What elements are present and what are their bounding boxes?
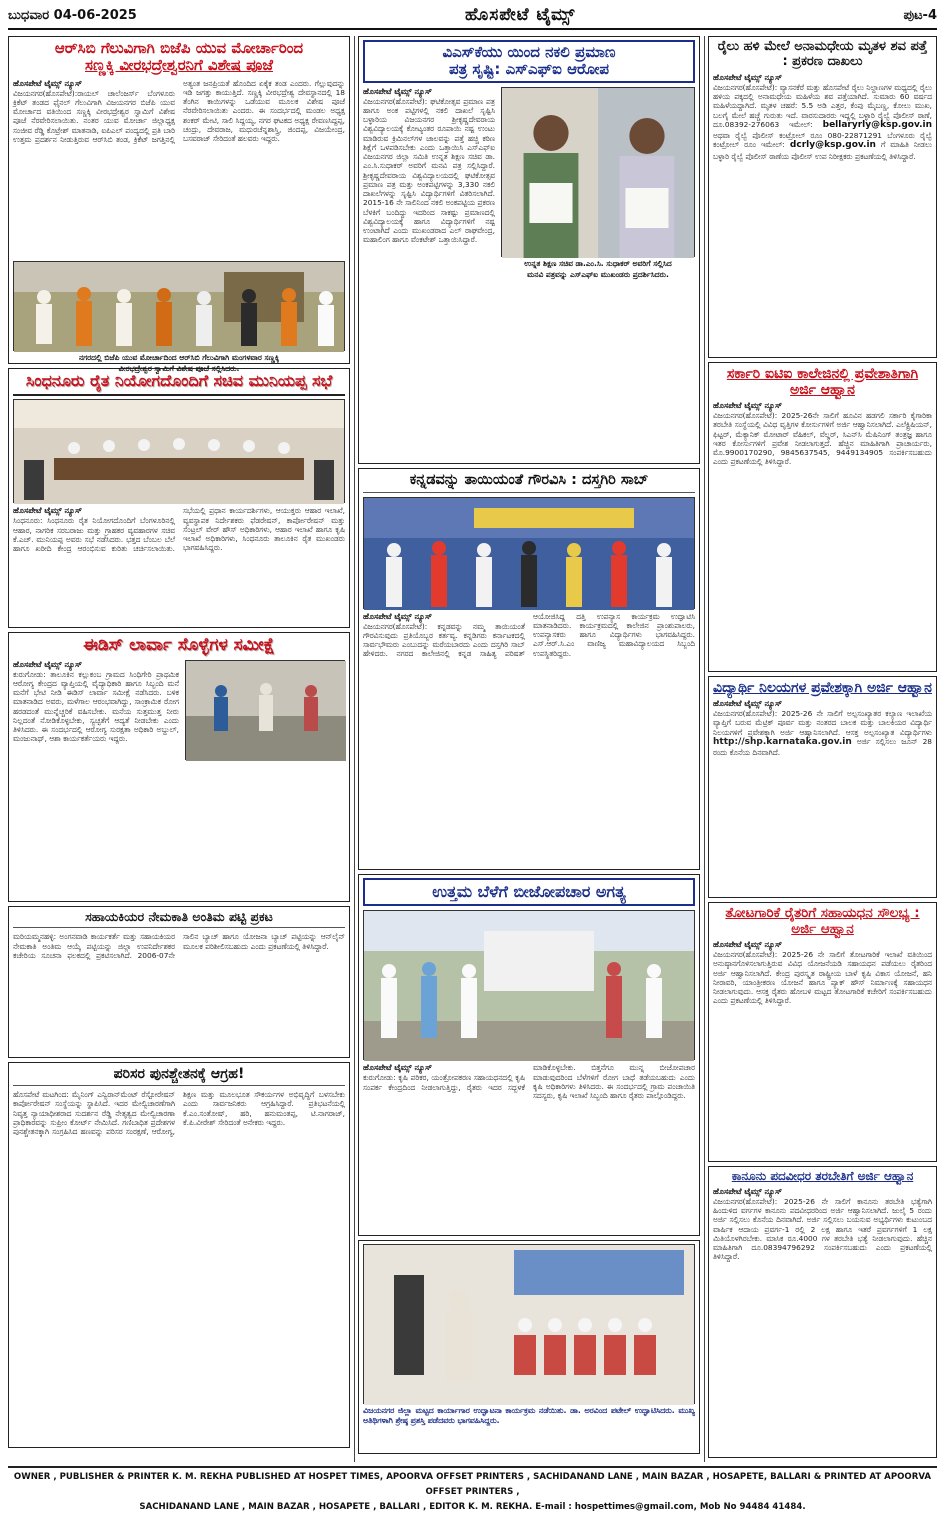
byline: ಹೊಸಪೇಟೆ ಟೈಮ್ಸ್ ನ್ಯೂಸ್ [13,506,82,516]
article-body: ವಿಜಯನಗರ(ಹೊಸಪೇಟೆ): ವ್ಯಾಸನಕೆರೆ ಮತ್ತು ಹೊಸಪೇಟೆ ರೈಲು ನಿಲ್ದಾಣಗಳ ಮಧ್ಯದಲ್ಲಿ ರೈಲು ಹಳಿಯ ಪಕ್ಕದಲ್ಲಿ ಅನಾಮಧೇಯ ಮಹಿಳೆಯ ಶವ ಪತ್ತೆಯಾಗಿದೆ. ಸುಮಾರು 60 ವರ್ಷದ ಮಹಿಳೆಯದ್ದಾಗಿದೆ. ಮೃತಳ ಚಹರೆ: 5.5 ಅಡಿ ಎತ್ತರ, ಕೆಂಪು ಮೈಬಣ್ಣ, ಕೋಲು ಮುಖ, ಬಲಗೈ ಮೇಲೆ ಹಚ್ಚೆ ಗುರುತು ಇದೆ. ವಾರಸುದಾರರು ಇದ್ದಲ್ಲಿ ಬಳ್ಳಾರಿ ರೈಲ್ವೆ ಪೊಲೀಸ್ ಠಾಣೆ, ದೂ.08392-276063 ಇಮೇಲ್: bellaryrly@ksp.gov.in ಅಥವಾ ರೈಲ್ವೆ ಪೊಲೀಸ್ ಕಂಟ್ರೋಲ್ ರೂಂ 080-22871291 ಬೆಂಗಳೂರು ರೈಲ್ವೆ ಕಂಟ್ರೋಲ್ ರೂಂ ಇಮೇಲ್: dcrly@ksp.gov.in ಗೆ ಮಾಹಿತಿ ನೀಡಲು ಬಳ್ಳಾರಿ ರೈಲ್ವೆ ಪೊಲೀಸ್ ಠಾಣೆಯ ಪೊಲೀಸ್ ಉಪ ನಿರೀಕ್ಷಕರು ಪ್ರಕಟಣೆಯಲ್ಲಿ ತಿಳಿಸಿದ್ದಾರೆ. [713,82,932,161]
byline: ಹೊಸಪೇಟೆ ಟೈಮ್ಸ್ ನ್ಯೂಸ್ [13,78,82,88]
article-seed-treatment [358,874,700,1236]
column-right [708,36,937,1462]
column-middle [358,36,700,1462]
headline: ತೋಟಗಾರಿಕೆ ರೈತರಿಗೆ ಸಹಾಯಧನ ಸೌಲಭ್ಯ : ಅರ್ಜಿ ಆಹ್ವಾನ [725,905,920,937]
photo-caption: ಉನ್ನತ ಶಿಕ್ಷಣ ಸಚಿವ ಡಾ.ಎಂ.ಸಿ. ಸುಧಾಕರ್ ಅವರಿಗೆ ಸಲ್ಲಿಸಿದ [524,258,672,268]
byline: ಹೊಸಪೇಟೆ ಟೈಮ್ಸ್ ನ್ಯೂಸ್ [713,72,782,82]
article-body: ಕುರುಗೋಡು: ಕೃಷಿ ಪರಿಕರ, ಯಂತ್ರೋಪಕರಣ ಸಹಾಯಧನದಲ್ಲಿ ಕೃಷಿ ಸಂಪರ್ಕ ಕೇಂದ್ರದಿಂದ ನೀಡಲಾಗುತ್ತಿದ್ದು, ರೈತರು ಇದರ ಸದ್ಬಳಕೆ ಮಾಡಿಕೊಳ್ಳಬೇಕು. ಬಿತ್ತನೆಗೂ ಮುನ್ನ ಬೀಜೋಪಚಾರ ಮಾಡುವುದರಿಂದ ಬೆಳೆಗಳಿಗೆ ರೋಗ ಬಾಧೆ ತಡೆಯಬಹುದು ಎಂದು ಕೃಷಿ ಅಧಿಕಾರಿಗಳು ತಿಳಿಸಿದರು. ಈ ಸಂದರ್ಭದಲ್ಲಿ ಗ್ರಾಮ ಪಂಚಾಯಿತಿ ಸದಸ್ಯರು, ಕೃಷಿ ಇಲಾಖೆ ಸಿಬ್ಬಂದಿ ಹಾಗೂ ರೈತರು ಪಾಲ್ಗೊಂಡಿದ್ದರು. [363,1063,695,1101]
article-body: ವಿಜಯನಗರ(ಹೊಸಪೇಟೆ): 2025-26 ನೇ ಸಾಲಿಗೆ ಕಾನೂನು ತರಬೇತಿ ಭತ್ಯೆಗಾಗಿ ಹಿಂದುಳಿದ ವರ್ಗಗಳ ಕಾನೂನು ಪದವೀಧರರಿಂದ ಅರ್ಜಿ ಆಹ್ವಾನಿಸಲಾಗಿದೆ. ಜುಲೈ 5 ರಂದು ಅರ್ಜಿ ಸಲ್ಲಿಸಲು ಕೊನೆಯ ದಿನವಾಗಿದೆ. ಅರ್ಜಿ ಸಲ್ಲಿಸಲು ಬಯಸುವ ಅಭ್ಯರ್ಥಿಗಳು ಕುಟುಂಬದ ವಾರ್ಷಿಕ ಆದಾಯ ಪ್ರವರ್ಗ-1 ರಲ್ಲಿ 2 ಲಕ್ಷ ಹಾಗೂ ಇತರೆ ಪ್ರವರ್ಗಗಳಿಗೆ 1 ಲಕ್ಷ ಮಿತಿಯೊಳಗಿರಬೇಕು. ಮಾಸಿಕ ರೂ.4000 ಗಳ ತರಬೇತಿ ಭತ್ಯೆ ನೀಡಲಾಗುವುದು. ಹೆಚ್ಚಿನ ಮಾಹಿತಿಗಾಗಿ ದೂ.08394796292 ಸಂಪರ್ಕಿಸಬಹುದು ಎಂದು ಪ್ರಕಟಣೆಯಲ್ಲಿ ತಿಳಿಸಿದ್ದಾರೆ. [713,1196,932,1262]
headline-frame [363,878,695,906]
news-photo [185,660,345,760]
news-photo [363,910,695,1060]
article-larva-survey [8,632,350,902]
article-body: ವಿಜಯನಗರ(ಹೊಸಪೇಟೆ): ಕನ್ನಡವನ್ನು ನಮ್ಮ ತಾಯಿಯಂತೆ ಗೌರವಿಸುವುದು ಪ್ರತಿಯೊಬ್ಬರ ಕರ್ತವ್ಯ. ಕನ್ನಡಿಗರು ಕರ್ನಾಟಕದಲ್ಲಿ ಸಾರ್ವಭೌಮರು ಎಂಬುದನ್ನು ಮರೆಯಬಾರದು ಎಂದು ದಸ್ತಗಿರಿ ಸಾಬ್ ಹೇಳಿದರು. ನಗರದ ಕಾಲೇಜಿನಲ್ಲಿ ಕನ್ನಡ ಸಾಹಿತ್ಯ ಪರಿಷತ್ ಆಯೋಜಿಸಿದ್ದ ದತ್ತಿ ಉಪನ್ಯಾಸ ಕಾರ್ಯಕ್ರಮ ಉದ್ಘಾಟಿಸಿ ಮಾತನಾಡಿದರು. ಕಾರ್ಯಕ್ರಮದಲ್ಲಿ ಕಾಲೇಜಿನ ಪ್ರಾಂಶುಪಾಲರು, ಉಪನ್ಯಾಸಕರು ಹಾಗೂ ವಿದ್ಯಾರ್ಥಿಗಳು ಭಾಗವಹಿಸಿದ್ದರು. ಎಸ್.ಆರ್.ಸಿ.ಎಂ ವಾಣಿಜ್ಯ ಮಹಾವಿದ್ಯಾಲಯದ ಸಿಬ್ಬಂದಿ ಉಪಸ್ಥಿತರಿದ್ದರು. [363,611,695,659]
article-rcb-pooja [8,36,350,373]
headline: ರೈಲು ಹಳಿ ಮೇಲೆ ಅನಾಮಧೇಯ ಮೃತಳ ಶವ ಪತ್ತೆ : ಪ್ರಕರಣ ದಾಖಲು [717,39,928,69]
article-body: ವಿಜಯನಗರ(ಹೊಸಪೇಟೆ): ಘಟಿಕೋತ್ಸವ ಪ್ರಮಾಣ ಪತ್ರ ಹಾಗೂ ಅಂಕ ಪಟ್ಟಿಗಳಲ್ಲಿ ನಕಲಿ ದಾಖಲೆ ಸೃಷ್ಟಿಸಿ ಬಳ್ಳಾರಿಯ ವಿಜಯನಗರ ಶ್ರೀಕೃಷ್ಣದೇವರಾಯ ವಿಶ್ವವಿದ್ಯಾಲಯಕ್ಕೆ ಕೋಟ್ಯಂತರ ರೂಪಾಯಿ ನಷ್ಟ ಉಂಟು ಮಾಡಿರುವ ಕ್ರಿಮಿನಲ್‌ಗಳ ಜಾಲವನ್ನು ಪತ್ತೆ ಹಚ್ಚಿ ಕಠಿಣ ಶಿಕ್ಷೆಗೆ ಒಳಪಡಿಸಬೇಕು ಎಂದು ಒತ್ತಾಯಿಸಿ ಎಸ್‌ಎಫ್‌ಐ ವಿಜಯನಗರ ಜಿಲ್ಲಾ ಸಮಿತಿ ಉನ್ನತ ಶಿಕ್ಷಣ ಸಚಿವ ಡಾ. ಎಂ.ಸಿ.ಸುಧಾಕರ್ ಅವರಿಗೆ ಮನವಿ ಪತ್ರ ಸಲ್ಲಿಸಿದ್ದಾರೆ. ಶ್ರೀಕೃಷ್ಣದೇವರಾಯ ವಿಶ್ವವಿದ್ಯಾಲಯದಲ್ಲಿ ಘಟಿಕೋತ್ಸವ ಪ್ರಮಾಣ ಪತ್ರ ಮತ್ತು ಅಂಕಪಟ್ಟಿಗಳನ್ನು 3,330 ನಕಲಿ ದಾಖಲೆಗಳನ್ನು ಸೃಷ್ಟಿಸಿ ವಿದ್ಯಾರ್ಥಿಗಳಿಗೆ ವಿತರಿಸಲಾಗಿದೆ. 2015-16 ನೇ ಸಾಲಿನಿಂದ ನಕಲಿ ಅಂಕಪಟ್ಟಿಯ ಪ್ರಕರಣ ಬೆಳಕಿಗೆ ಬಂದಿದ್ದು ಇದರಿಂದ ಸಾಕಷ್ಟು ಪ್ರಮಾಣದಲ್ಲಿ ವಿಶ್ವವಿದ್ಯಾಲಯಕ್ಕೆ ಹಾಗೂ ವಿದ್ಯಾರ್ಥಿಗಳಿಗೆ ನಷ್ಟ ಉಂಟಾಗಿದೆ ಎಂದು ಮುಖಂಡರಾದ ಎಲ್ ರಾಘವೇಂದ್ರ, ಮಹಾಲಿಂಗ ಹಾಗೂ ವೆಂಕಟೇಶ್ ಒತ್ತಾಯಿಸಿದ್ದಾರೆ. [363,96,495,245]
byline: ಹೊಸಪೇಟೆ ಟೈಮ್ಸ್ ನ್ಯೂಸ್ [363,86,432,96]
article-body: ಹೊಸಪೇಟೆ ಮಟಗಿಂದ: ಮೈನಿಂಗ್ ಎನ್ವಿರಾನ್‌ಮೆಂಟ್ ರೆಸ್ಟೋರೇಷನ್ ಕಾರ್ಪೋರೇಷನ್ ಸಂಸ್ಥೆಯನ್ನು ಸ್ಥಾಪಿಸಿದೆ. ಇದರ ಮೇಲ್ವಿಚಾರಣೆಗಾಗಿ ನಿವೃತ್ತ ನ್ಯಾಯಾಧೀಶರಾದ ಸುದರ್ಶನ ರೆಡ್ಡಿ ನೇತೃತ್ವದ ಮೇಲ್ವಿಚಾರಣಾ ಪ್ರಾಧಿಕಾರವನ್ನು ಸುಪ್ರೀಂ ಕೋರ್ಟ್ ನೇಮಿಸಿದೆ. ಗಣಿಬಾಧಿತ ಪ್ರದೇಶಗಳ ಪುನಶ್ಚೇತನಕ್ಕಾಗಿ ಸಂಗ್ರಹಿಸಿದ ಹಣವನ್ನು ಪರಿಸರ ಸಂರಕ್ಷಣೆ, ಆರೋಗ್ಯ, ಶಿಕ್ಷಣ ಮತ್ತು ಮೂಲಭೂತ ಸೌಕರ್ಯಗಳ ಅಭಿವೃದ್ಧಿಗೆ ಬಳಸಬೇಕು ಎಂದು ಸಾರ್ವಜನಿಕರು ಆಗ್ರಹಿಸಿದ್ದಾರೆ. ಪ್ರತಿಭಟನೆಯಲ್ಲಿ ಕೆ.ಎಂ.ಸಂತೋಷ್, ಹರಿ, ಹನುಮಂತಪ್ಪ, ಟಿ.ನಾಗರಾಜ್, ಕೆ.ಪಿ.ವೀರೇಶ್ ಸೇರಿದಂತೆ ಅನೇಕರು ಇದ್ದರು. [13,1090,345,1137]
headline: ಸಣ್ಣಕ್ಕಿ ವೀರಭದ್ರೇಶ್ವರನಿಗೆ ವಿಶೇಷ ಪೂಜೆ [84,56,274,75]
article-railway-body-found [708,36,937,358]
column-divider [704,36,705,1462]
photo-caption: ನಗರದಲ್ಲಿ ಬಿಜೆಪಿ ಯುವ ಮೋರ್ಚಾದಿಂದ ಆರ್‌ಸಿಬಿ ಗೆಲುವಿಗಾಗಿ ಮಂಗಳವಾರ ಸಣ್ಣಕ್ಕಿ [78,352,280,362]
byline: ಹೊಸಪೇಟೆ ಟೈಮ್ಸ್ ನ್ಯೂಸ್ [13,659,82,669]
issue-date: ಬುಧವಾರ 04-06-2025 [8,7,137,23]
headline-frame [363,40,695,83]
footer-line: OWNER , PUBLISHER & PRINTER K. M. REKHA PUBLISHED AT HOSPET TIMES, APOORVA OFFSET PRINTERS , SACHIDANAND LANE , MAIN BAZAR , HOSAPETE, BALLARI & PRINTED AT APOORVA OFFSET PRINTERS , [13,1472,932,1497]
article-anganwadi-list [8,906,350,1058]
article-body: ಸಿಂಧನೂರು: ಸಿಂಧನೂರು ರೈತ ನಿಯೋಗದೊಂದಿಗೆ ಬೆಂಗಳೂರಿನಲ್ಲಿ ಆಹಾರ, ನಾಗರಿಕ ಸರಬರಾಜು ಮತ್ತು ಗ್ರಾಹಕರ ವ್ಯವಹಾರಗಳ ಸಚಿವ ಕೆ.ಎಚ್. ಮುನಿಯಪ್ಪ ಅವರು ಸಭೆ ನಡೆಸಿದರು. ಭತ್ತದ ಬೆಂಬಲ ಬೆಲೆ ಹಾಗೂ ಖರೀದಿ ಕೇಂದ್ರ ಆರಂಭಿಸುವ ಕುರಿತು ಚರ್ಚಿಸಲಾಯಿತು. ಸಭೆಯಲ್ಲಿ ಪ್ರಧಾನ ಕಾರ್ಯದರ್ಶಿಗಳು, ಆಯುಕ್ತರು ಆಹಾರ ಇಲಾಖೆ, ವ್ಯವಸ್ಥಾಪಕ ನಿರ್ದೇಶಕರು ಫೆಡರೇಷನ್, ಕಾರ್ಪೋರೇಷನ್ ಮತ್ತು ಸೆಂಟ್ರಲ್ ವೇರ್ ಹೌಸ್ ಅಧಿಕಾರಿಗಳು, ಆಹಾರ ಇಲಾಖೆ ಹಾಗೂ ಕೃಷಿ ಇಲಾಖೆ ಅಧಿಕಾರಿಗಳು, ಸಿಂಧನೂರು ತಾಲೂಕಿನ ರೈತ ಮುಖಂಡರು ಭಾಗವಹಿಸಿದ್ದರು. [13,506,345,554]
news-photo [13,399,345,503]
article-sindhanur-meeting [8,368,350,628]
article-body: ಮರಿಯಮ್ಮನಹಳ್ಳಿ: ಅಂಗನವಾಡಿ ಕಾರ್ಯಕರ್ತೆ ಮತ್ತು ಸಹಾಯಕಿಯರ ನೇಮಕಾತಿ ಅಂತಿಮ ಆಯ್ಕೆ ಪಟ್ಟಿಯನ್ನು ಜಿಲ್ಲಾ ಉಪನಿರ್ದೇಶಕರ ಕಚೇರಿಯ ಸೂಚನಾ ಫಲಕದಲ್ಲಿ ಪ್ರಕಟಿಸಲಾಗಿದೆ. 2006-07ನೇ ಸಾಲಿನ ಬ್ಯಾಚ್ ಹಾಗೂ ಯೋಜನಾ ಬ್ಯಾಚ್ ಪಟ್ಟಿಯನ್ನು ಆನ್‌ಲೈನ್ ಮೂಲಕ ಪರಿಶೀಲಿಸಬಹುದು ಎಂದು ಪ್ರಕಟಣೆಯಲ್ಲಿ ತಿಳಿಸಿದ್ದಾರೆ. [13,932,345,960]
headline: ಉತ್ತಮ ಬೆಳೆಗೆ ಬೀಜೋಪಚಾರ ಅಗತ್ಯ [432,882,626,901]
headline: ಪರಿಸರ ಪುನಶ್ಚೇತನಕ್ಕೆ ಆಗ್ರಹ! [13,1066,345,1086]
byline: ಹೊಸಪೇಟೆ ಟೈಮ್ಸ್ ನ್ಯೂಸ್ [713,699,782,709]
article-body: ವಿಜಯನಗರ(ಹೊಸಪೇಟೆ): 2025-26 ನೇ ಸಾಲಿಗೆ ತೋಟಗಾರಿಕೆ ಇಲಾಖೆ ವತಿಯಿಂದ ಅನುಷ್ಠಾನಗೊಳಿಸಲಾಗುತ್ತಿರುವ ವಿವಿಧ ಯೋಜನೆಯಡಿ ಸಹಾಯಧನ ಪಡೆಯಲು ರೈತರಿಂದ ಅರ್ಜಿ ಆಹ್ವಾನಿಸಲಾಗಿದೆ. ಕೇಂದ್ರ ಪುರಸ್ಕೃತ ರಾಷ್ಟ್ರೀಯ ಬಾಳೆ ಕೃಷಿ ವಿಕಾಸ ಯೋಜನೆ, ಹನಿ ನೀರಾವರಿ, ಯಾಂತ್ರೀಕರಣ ಯೋಜನೆ ಹಾಗೂ ಪ್ಯಾಕ್ ಹೌಸ್ ನಿರ್ಮಾಣಕ್ಕೆ ಸಹಾಯಧನ ನೀಡಲಾಗುವುದು. ಆಸಕ್ತ ರೈತರು ಹೋಬಳಿ ಮಟ್ಟದ ತೋಟಗಾರಿಕೆ ಕಚೇರಿಗೆ ಸಂಪರ್ಕಿಸಬಹುದು ಎಂದು ಪ್ರಕಟಣೆಯಲ್ಲಿ ತಿಳಿಸಿದ್ದಾರೆ. [713,950,932,1006]
footer-line: SACHIDANAND LANE , MAIN BAZAR , HOSAPETE , BALLARI , EDITOR K. M. REKHA. E-mail : hospettimes@gmail.com, Mob No 94484 41484. [139,1502,806,1512]
headline: ಈಡಿಸ್ ಲಾರ್ವಾ ಸೊಳ್ಳೆಗಳ ಸಮೀಕ್ಷೆ [83,635,275,655]
headline: ಕನ್ನಡವನ್ನು ತಾಯಿಯಂತೆ ಗೌರವಿಸಿ : ದಸ್ತಗಿರಿ ಸಾಬ್ [363,472,695,493]
article-hostel-admission [708,676,937,898]
photo-caption: ವಿಜಯನಗರ ಜಿಲ್ಲಾ ಮಟ್ಟದ ಕಾರ್ಯಾಗಾರ ಉದ್ಘಾಟನಾ ಕಾರ್ಯಕ್ರಮ ನಡೆಯಿತು. ಡಾ. ಅರವಿಂದ ಪಟೇಲ್ ಉದ್ಘಾಟಿಸಿದರು. ಮುಖ್ಯ ಅತಿಥಿಗಳಾಗಿ ಶ್ರೇಷ್ಠ ಪ್ರಶಸ್ತಿ ಪಡೆದವರು ಭಾಗವಹಿಸಿದ್ದರು. [363,1406,695,1425]
article-body: ವಿಜಯನಗರ(ಹೊಸಪೇಟೆ): 2025-26 ನೇ ಸಾಲಿಗೆ ಅಲ್ಪಸಂಖ್ಯಾತರ ಕಲ್ಯಾಣ ಇಲಾಖೆಯ ವ್ಯಾಪ್ತಿಗೆ ಬರುವ ಮೆಟ್ರಿಕ್ ಪೂರ್ವ ಮತ್ತು ನಂತರದ ಬಾಲಕ ಮತ್ತು ಬಾಲಕಿಯರ ವಿದ್ಯಾರ್ಥಿ ನಿಲಯಗಳಿಗೆ ಪ್ರವೇಶಕ್ಕಾಗಿ ಅರ್ಜಿ ಆಹ್ವಾನಿಸಲಾಗಿದೆ. ಆಸಕ್ತ ಅಲ್ಪಸಂಖ್ಯಾತ ವಿದ್ಯಾರ್ಥಿಗಳು http://shp.karnataka.gov.in ಅರ್ಜಿ ಸಲ್ಲಿಸಲು ಜೂನ್ 28 ರಂದು ಕೊನೆಯ ದಿನವಾಗಿದೆ. [713,709,932,758]
article-body: ವಿಜಯನಗರ(ಹೊಸಪೇಟೆ): 2025-26ನೇ ಸಾಲಿಗೆ ಹೂವಿನ ಹಡಗಲಿ ಸರ್ಕಾರಿ ಕೈಗಾರಿಕಾ ತರಬೇತಿ ಸಂಸ್ಥೆಯಲ್ಲಿ ವಿವಿಧ ವೃತ್ತಿಗಳ ಕೋರ್ಸುಗಳಿಗೆ ಅರ್ಜಿ ಆಹ್ವಾನಿಸಲಾಗಿದೆ. ಎಲೆಕ್ಟ್ರಿಷಿಯನ್, ಫಿಟ್ಟರ್, ಮೆಕ್ಯಾನಿಕ್ ಮೋಟಾರ್ ವೆಹಿಕಲ್, ವೆಲ್ಡರ್, ಸಿಎನ್‌ಸಿ ಮೆಷಿನಿಂಗ್ ತಂತ್ರಜ್ಞ ಹಾಗೂ ಇತರ ಕೋರ್ಸುಗಳಿಗೆ ಪ್ರವೇಶ ನೀಡಲಾಗುತ್ತದೆ. ಹೆಚ್ಚಿನ ಮಾಹಿತಿಗಾಗಿ ಪ್ರಾಚಾರ್ಯರು, ಮೊ.9900170290, 9845637545, 9449134905 ಸಂಪರ್ಕಿಸಬಹುದು ಎಂದು ಪ್ರಕಟಣೆಯಲ್ಲಿ ತಿಳಿಸಿದ್ದಾರೆ. [713,411,932,467]
byline: ಹೊಸಪೇಟೆ ಟೈಮ್ಸ್ ನ್ಯೂಸ್ [713,940,782,950]
news-photo [501,87,695,257]
column-divider [354,36,355,1462]
article-kannada-respect [358,468,700,870]
byline: ಹೊಸಪೇಟೆ ಟೈಮ್ಸ್ ನ್ಯೂಸ್ [713,401,782,411]
headline: ಪತ್ರ ಸೃಷ್ಟಿ: ಎಸ್‌ಎಫ್‌ಐ ಆರೋಪ [448,60,610,79]
article-environment-restoration [8,1062,350,1448]
headline: ವಿಎಸ್‌ಕೆಯು ಯಿಂದ ನಕಲಿ ಪ್ರಮಾಣ [442,43,616,61]
divider [13,394,345,396]
news-photo [363,1244,695,1404]
headline: ಆರ್‌ಸಿಬಿ ಗೆಲುವಿಗಾಗಿ ಬಿಜೆಪಿ ಯುವ ಮೋರ್ಚಾರಿಂದ [54,39,304,57]
headline: ಸಿಂಧನೂರು ರೈತ ನಿಯೋಗದೊಂದಿಗೆ ಸಚಿವ ಮುನಿಯಪ್ಪ ಸಭೆ [25,371,333,390]
hostel-url: http://shp.karnataka.gov.in [713,736,852,747]
photo-caption: ಮನವಿ ಪತ್ರವನ್ನು ಎಸ್‌ಎಫ್‌ಐ ಮುಖಂಡರು ಪ್ರದರ್ಶಿಸಿದರು. [527,269,669,279]
byline: ಹೊಸಪೇಟೆ ಟೈಮ್ಸ್ ನ್ಯೂಸ್ [363,611,432,621]
email-bellary-rly: bellaryrly@ksp.gov.in [822,119,932,130]
news-photo [13,261,345,351]
article-iti-admission [708,362,937,672]
headline: ವಿದ್ಯಾರ್ಥಿ ನಿಲಯಗಳ ಪ್ರವೇಶಕ್ಕಾಗಿ ಅರ್ಜಿ ಆಹ್ವಾನ [713,680,932,696]
masthead: ಹೊಸಪೇಟೆ ಟೈಮ್ಸ್ [464,5,576,26]
column-left [8,36,350,1462]
publisher-footer [8,1466,937,1512]
article-horticulture-subsidy [708,902,937,1162]
headline: ಸರ್ಕಾರಿ ಐಟಿಐ ಕಾಲೇಜಿನಲ್ಲಿ ಪ್ರವೇಶಾತಿಗಾಗಿ ಅರ್ಜಿ ಆಹ್ವಾನ [726,366,919,399]
news-photo [363,497,695,609]
email-dcrly: dcrly@ksp.gov.in [789,140,876,151]
article-law-graduate-training [708,1166,937,1458]
article-vsku-fake-certificates [358,36,700,464]
article-workshop-photo [358,1240,700,1454]
page-header [8,4,937,30]
photo-caption: ವೀರಭದ್ರೇಶ್ವರ ಸ್ವಾಮಿಗೆ ವಿಶೇಷ ಪೂಜೆ ಸಲ್ಲಿಸಿದರು. [118,363,240,373]
byline: ಹೊಸಪೇಟೆ ಟೈಮ್ಸ್ ನ್ಯೂಸ್ [363,1063,432,1073]
byline: ಹೊಸಪೇಟೆ ಟೈಮ್ಸ್ ನ್ಯೂಸ್ [713,1186,782,1196]
article-body: ಕುರುಗೋಡು: ತಾಲೂಕಿನ ಕಲ್ಲುಕಂಬ ಗ್ರಾಮದ ಸಿಂಧಿಗೇರಿ ಪ್ರಾಥಮಿಕ ಆರೋಗ್ಯ ಕೇಂದ್ರದ ವ್ಯಾಪ್ತಿಯಲ್ಲಿ ವೈದ್ಯಾಧಿಕಾರಿ ಹಾಗೂ ಸಿಬ್ಬಂದಿ ಮನೆ ಮನೆಗೆ ಭೇಟಿ ನೀಡಿ ಈಡಿಸ್ ಲಾರ್ವಾ ಸಮೀಕ್ಷೆ ನಡೆಸಿದರು. ಬಳಿಕ ಮಾತನಾಡಿದ ಅವರು, ಮಳೆಗಾಲ ಆರಂಭವಾಗಿದ್ದು, ಸಾಂಕ್ರಾಮಿಕ ರೋಗ ಹರಡದಂತೆ ಮುನ್ನೆಚ್ಚರಿಕೆ ವಹಿಸಬೇಕು. ಮನೆಯ ಸುತ್ತಮುತ್ತ ನೀರು ನಿಲ್ಲದಂತೆ ನೋಡಿಕೊಳ್ಳಬೇಕು, ಸ್ವಚ್ಛತೆಗೆ ಆದ್ಯತೆ ನೀಡಬೇಕು ಎಂದು ತಿಳಿಸಿದರು. ಈ ಸಂದರ್ಭದಲ್ಲಿ ಆರೋಗ್ಯ ಸುರಕ್ಷತಾ ಅಧಿಕಾರಿ ಅಬ್ದುಲ್, ಮಂಜುನಾಥ್, ಆಶಾ ಕಾರ್ಯಕರ್ತೆಯರು ಇದ್ದರು. [13,669,179,744]
article-body: ವಿಜಯನಗರ(ಹೊಸಪೇಟೆ):ರಾಯಲ್ ಚಾಲೆಂಜರ್ಸ್ ಬೆಂಗಳೂರು ಕ್ರಿಕೆಟ್ ತಂಡದ ಫೈನಲ್ ಗೆಲುವಿಗಾಗಿ ವಿಜಯನಗರ ಬಿಜೆಪಿ ಯುವ ಮೋರ್ಚಾದ ವತಿಯಿಂದ ಸಣ್ಣಕ್ಕಿ ವೀರಭದ್ರೇಶ್ವರ ಸ್ವಾಮಿಗೆ ವಿಶೇಷ ಪೂಜೆ ನೆರವೇರಿಸಲಾಯಿತು. ನಂತರ ಯುವ ಮೋರ್ಚಾ ಜಿಲ್ಲಾಧ್ಯಕ್ಷ ಸಂಜೀವ ರೆಡ್ಡಿ ಕೊಟ್ರೇಶ್ ಮಾತನಾಡಿ, ಐಪಿಎಲ್ ಪಂದ್ಯದಲ್ಲಿ ಪ್ರತಿ ಬಾರಿ ಉತ್ತಮ ಪ್ರದರ್ಶನ ನೀಡುತ್ತಿರುವ ಆರ್‌ಸಿಬಿ ತಂಡ, ಕ್ರಿಕೆಟ್ ಜಗತ್ತಿನಲ್ಲಿ ಅತ್ಯಂತ ಜನಪ್ರಿಯತೆ ಹೊಂದಿದ ಏಕೈಕ ತಂಡ ಎಂದರು. ಗೆಲ್ಲುವುದನ್ನು ಇಡಿ ಜಗತ್ತು ಕಾಯುತ್ತಿದೆ. ಸಣ್ಣಕ್ಕಿ ವೀರಭದ್ರೇಶ್ವ ದೇವಸ್ಥಾನದಲ್ಲಿ 18 ತೆಂಗಿನ ಕಾಯಿಗಳನ್ನು ಒಡೆಯುವ ಮೂಲಕ ವಿಶೇಷ ಪೂಜೆ ನೆರವೇರಿಸಲಾಯಿತು ಎಂದರು. ಈ ಸಂದರ್ಭದಲ್ಲಿ ಮಂಡಲ ಅಧ್ಯಕ್ಷ ಶಂಕರ್ ಮೇಟಿ, ಸಾಲಿ ಸಿದ್ದಯ್ಯ, ನಗರ ಘಟಕದ ಅಧ್ಯಕ್ಷ ರೇವಣಸಿದ್ದಪ್ಪ, ಚಂದ್ರು, ದೇವರಾಜ, ಮಧುರಚೆನ್ನಶಾಸ್ತ್ರಿ, ಜಿಂದಪ್ಪ, ವಿಜಯೇಂದ್ರ, ಬಸವರಾಜ್ ಸೇರಿದಂತೆ ಹಲವರು ಇದ್ದರು. [13,78,345,144]
headline: ಕಾನೂನು ಪದವೀಧರ ತರಬೇತಿಗೆ ಅರ್ಜಿ ಆಹ್ವಾನ [731,1169,914,1183]
page-number: ಪುಟ-4 [903,7,937,23]
headline: ಸಹಾಯಕಿಯರ ನೇಮಕಾತಿ ಅಂತಿಮ ಪಟ್ಟಿ ಪ್ರಕಟ [13,910,345,928]
